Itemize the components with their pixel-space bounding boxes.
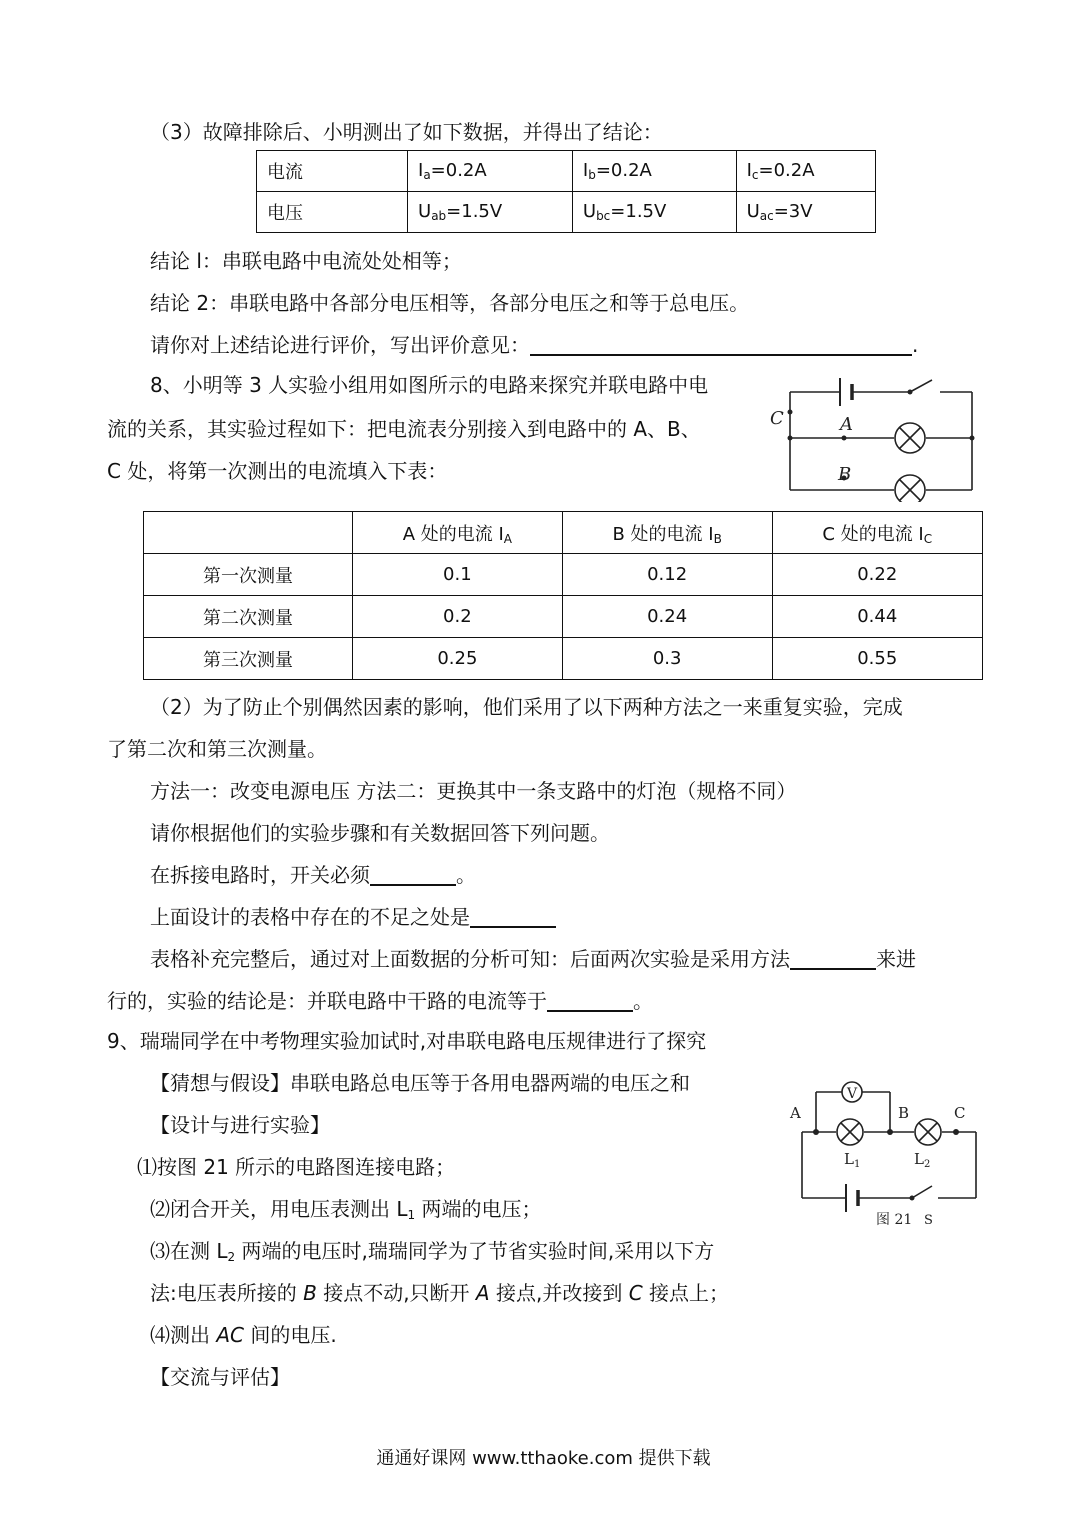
q8-ask: 请你根据他们的实验步骤和有关数据回答下列问题。 (150, 821, 610, 845)
q9-step-3a: ⑶在测 $L_2$ 两端的电压时,瑞瑞同学为了节省实验时间,采用以下方 (150, 1239, 715, 1264)
q9-step-4: ⑷测出 AC 间的电压. (150, 1323, 337, 1347)
q8-part2-line-1: （2）为了防止个别偶然因素的影响，他们采用了以下两种方法之一来重复实验，完成 (150, 695, 903, 719)
series-circuit-diagram-21 (786, 1072, 986, 1232)
parallel-circuit-diagram (760, 366, 990, 502)
row-label: 电流 (257, 151, 408, 192)
q8-line-2: 流的关系，其实验过程如下：把电流表分别接入到电路中的 A、B、 (107, 417, 701, 441)
lamp-label-l1: $L_1$ (844, 1150, 861, 1170)
table-cell: $I_b=0.2A$ (572, 151, 736, 192)
answer-blank[interactable] (790, 946, 876, 970)
table-header-row (144, 512, 983, 554)
row-label: 第一次测量 (144, 554, 353, 596)
table-cell: 0.22 (772, 554, 982, 596)
q8-switch: 在拆接电路时，开关必须 。 (150, 863, 476, 887)
q8-table-flaw: 上面设计的表格中存在的不足之处是 (150, 902, 556, 932)
row-label: 第三次测量 (144, 638, 353, 680)
q8-line-1: 8、小明等 3 人实验小组用如图所示的电路来探究并联电路中电 (150, 373, 709, 397)
q8-line-3: C 处，将第一次测出的电流填入下表： (107, 459, 448, 483)
table-row (257, 192, 876, 233)
answer-blank[interactable] (547, 988, 633, 1012)
table-row (144, 554, 983, 596)
table-cell: 0.44 (772, 596, 982, 638)
table-cell: 0.2 (353, 596, 563, 638)
table-header (144, 512, 353, 554)
lamp-icon (895, 475, 925, 502)
q9-step-1: ⑴按图 21 所示的电路图连接电路； (137, 1155, 456, 1179)
table-row (144, 638, 983, 680)
point-label-c: C (954, 1104, 966, 1122)
table-cell: 0.55 (772, 638, 982, 680)
table-header: C 处的电流 $I_C$ (772, 512, 982, 554)
table-cell: 0.1 (353, 554, 563, 596)
q8-part2-line-2: 了第二次和第三次测量。 (107, 737, 327, 761)
answer-blank[interactable] (530, 332, 912, 356)
voltmeter-icon (842, 1082, 862, 1102)
switch-icon (908, 390, 913, 395)
answer-blank[interactable] (370, 862, 456, 886)
table-cell: $I_a=0.2A$ (408, 151, 573, 192)
lamp-label-l2: $L_2$ (914, 1150, 931, 1170)
table-cell: 0.24 (562, 596, 772, 638)
switch-label: S (924, 1213, 933, 1228)
battery-icon (840, 378, 852, 406)
point-label-c: C (770, 408, 784, 429)
svg-text:V: V (847, 1086, 858, 1102)
q9-hypothesis: 【猜想与假设】串联电路总电压等于各用电器两端的电压之和 (150, 1071, 690, 1095)
q8-conclusion: 行的，实验的结论是：并联电路中干路的电流等于 。 (107, 989, 653, 1013)
q8-method-used: 表格补充完整后，通过对上面数据的分析可知：后面两次实验是采用方法 来进 (150, 947, 916, 971)
lamp-icon (915, 1119, 941, 1145)
q7-conclusion-1: 结论 l：串联电路中电流处处相等； (150, 249, 462, 273)
point-label-b: B (898, 1104, 910, 1122)
table-row (144, 596, 983, 638)
battery-icon (846, 1184, 858, 1212)
q9-step-2: ⑵闭合开关，用电压表测出 $L_1$ 两端的电压； (150, 1197, 542, 1222)
footer-source: 通通好课网 www.tthaoke.com 提供下载 (376, 1448, 711, 1469)
q7-intro: （3）故障排除后、小明测出了如下数据，并得出了结论： (150, 120, 663, 144)
table-cell: 0.12 (562, 554, 772, 596)
answer-blank[interactable] (470, 904, 556, 928)
table-cell: 0.3 (562, 638, 772, 680)
q9-exchange: 【交流与评估】 (150, 1365, 290, 1389)
point-label-a: A (790, 1104, 801, 1122)
table-cell: 0.25 (353, 638, 563, 680)
q7-conclusion-2: 结论 2：串联电路中各部分电压相等，各部分电压之和等于总电压。 (150, 291, 750, 315)
table-row (257, 151, 876, 192)
point-label-b: B (838, 464, 852, 485)
lamp-icon (837, 1119, 863, 1145)
table-cell: $U_{ac}=3V$ (736, 192, 875, 233)
q8-methods: 方法一：改变电源电压 方法二：更换其中一条支路中的灯泡（规格不同） (150, 779, 797, 803)
voltage-current-table (256, 150, 876, 233)
q7-evaluate: 请你对上述结论进行评价，写出评价意见： . (150, 333, 919, 357)
table-cell: $I_c=0.2A$ (736, 151, 875, 192)
q9-title: 9、瑞瑞同学在中考物理实验加试时,对串联电路电压规律进行了探究 (107, 1029, 707, 1053)
figure-caption: 图 21 (876, 1212, 913, 1228)
row-label: 电压 (257, 192, 408, 233)
parallel-current-table (143, 511, 983, 680)
point-label-a: A (840, 414, 853, 435)
q9-step-3b: 法:电压表所接的 B 接点不动,只断开 A 接点,并改接到 C 接点上； (150, 1281, 730, 1305)
table-header: B 处的电流 $I_B$ (562, 512, 772, 554)
table-cell: $U_{ab}=1.5V$ (408, 192, 573, 233)
table-header: A 处的电流 $I_A$ (353, 512, 563, 554)
table-cell: $U_{bc}=1.5V$ (572, 192, 736, 233)
lamp-icon (895, 423, 925, 453)
row-label: 第二次测量 (144, 596, 353, 638)
q9-design: 【设计与进行实验】 (150, 1113, 330, 1137)
